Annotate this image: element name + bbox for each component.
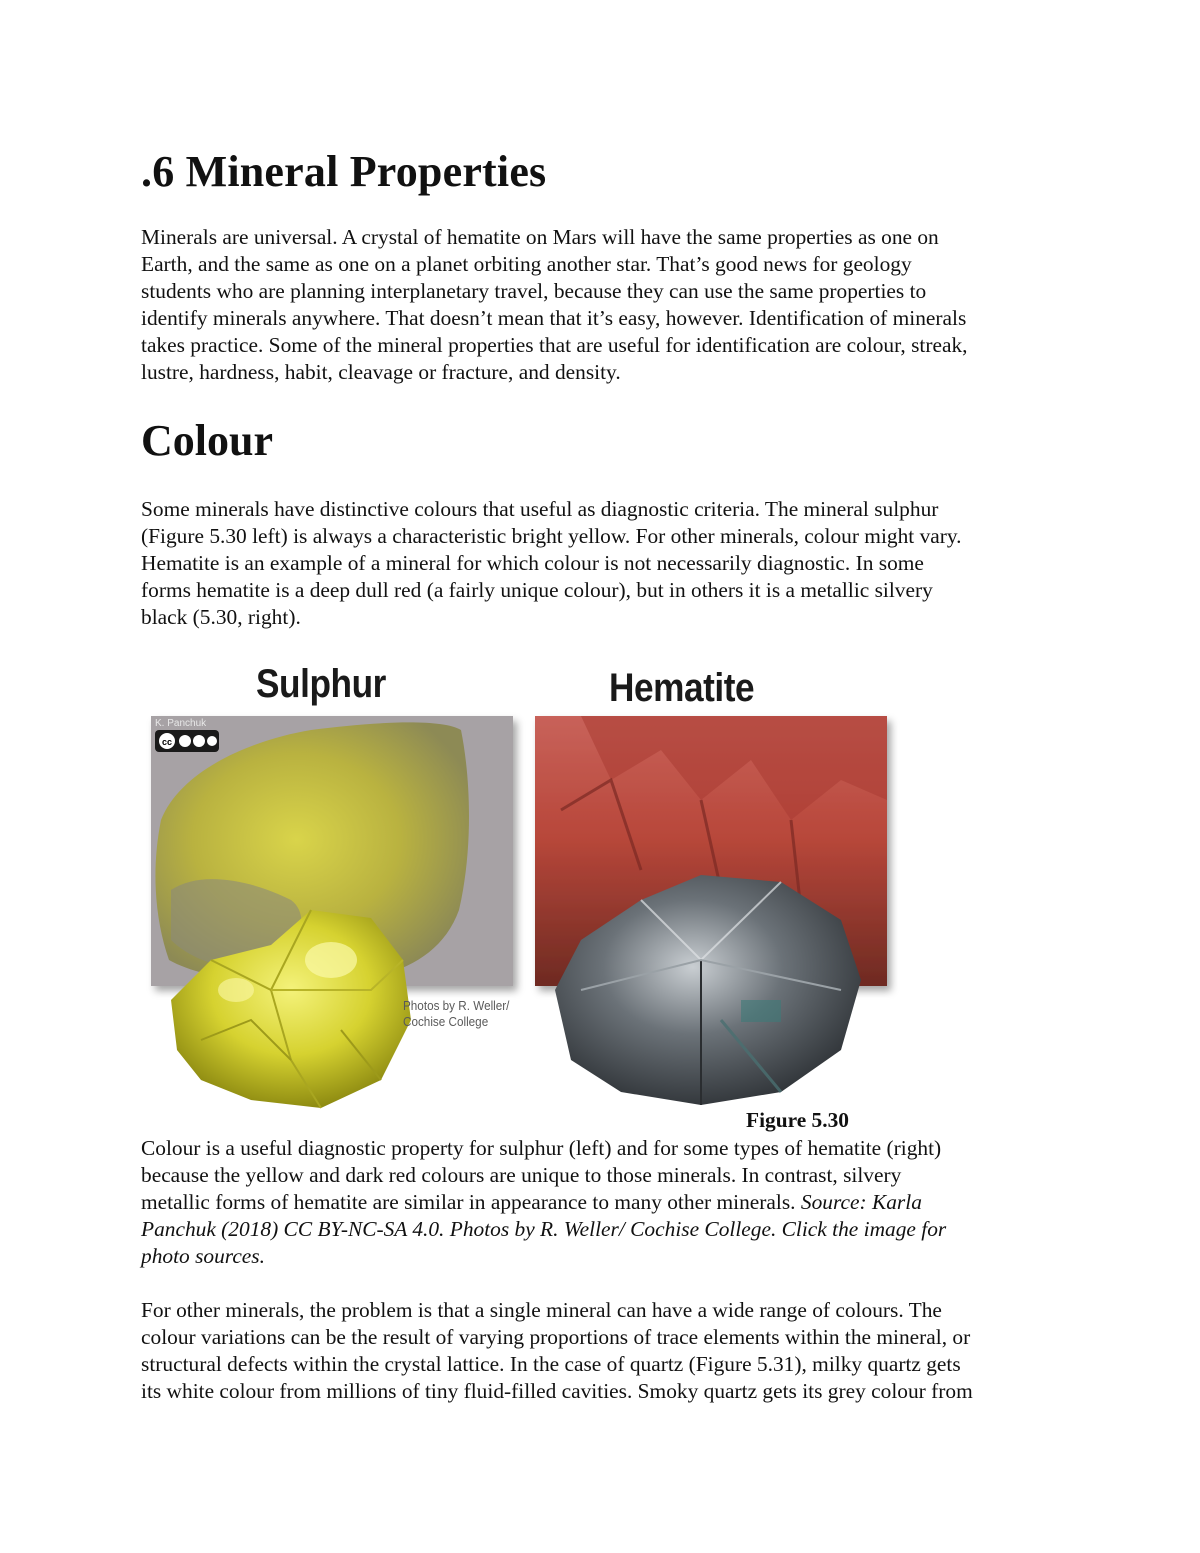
caption-source-line[interactable]: Panchuk (2018) CC BY-NC-SA 4.0. Photos by R. Weller/ Cochise College. Click the image for: [141, 1217, 947, 1241]
photo-credit-line: Photos by R. Weller/: [403, 998, 510, 1013]
text-line: black (5.30, right).: [141, 605, 301, 629]
text-line: Earth, and the same as one on a planet orbiting another star. That’s good news for geology: [141, 252, 912, 276]
text-line: Hematite is an example of a mineral for which colour is not necessarily diagnostic. In some: [141, 551, 924, 575]
photo-credit: [403, 998, 509, 1030]
caption-source-line: photo sources.: [141, 1244, 265, 1268]
figure-label-sulphur: Sulphur: [256, 662, 386, 706]
figure-label-hematite: Hematite: [609, 666, 755, 710]
other-minerals-paragraph: [141, 1297, 1061, 1405]
mineral-photos: [141, 660, 901, 1120]
page-title: .6 Mineral Properties: [141, 147, 547, 196]
text-line: (Figure 5.30 left) is always a characteristic bright yellow. For other minerals, colour might vary.: [141, 524, 962, 548]
photo-watermark: K. Panchuk: [155, 718, 207, 729]
text-line: forms hematite is a deep dull red (a fairly unique colour), but in others it is a metallic silvery: [141, 578, 933, 602]
caption-source: Source: Karla: [800, 1190, 922, 1214]
svg-text:cc: cc: [162, 737, 173, 747]
cc-license-badge: [155, 730, 219, 752]
caption-text: metallic forms of hematite are similar in appearance to many other minerals.: [141, 1190, 801, 1214]
text-line: students who are planning interplanetary travel, because they can use the same properties to: [141, 279, 927, 303]
text-line: structural defects within the crystal lattice. In the case of quartz (Figure 5.31), milky quartz gets: [141, 1352, 961, 1376]
section-heading-colour: Colour: [141, 416, 273, 465]
figure-caption: [141, 1135, 1061, 1270]
text-line: because the yellow and dark red colours are unique to those minerals. In contrast, silvery: [141, 1163, 902, 1187]
text-line: takes practice. Some of the mineral properties that are useful for identification are colour, streak,: [141, 333, 968, 357]
intro-paragraph: [141, 224, 1061, 386]
photo-credit-line: Cochise College: [403, 1014, 489, 1029]
text-line: colour variations can be the result of varying proportions of trace elements within the mineral, or: [141, 1325, 971, 1349]
text-line: Some minerals have distinctive colours that useful as diagnostic criteria. The mineral sulphur: [141, 497, 939, 521]
text-line: For other minerals, the problem is that a single mineral can have a wide range of colours. The: [141, 1298, 942, 1322]
figure-number: Figure 5.30: [746, 1108, 849, 1132]
text-line: identify minerals anywhere. That doesn’t mean that it’s easy, however. Identification of minerals: [141, 306, 967, 330]
text-line: its white colour from millions of tiny fluid-filled cavities. Smoky quartz gets its grey colour from: [141, 1379, 973, 1403]
figure-5-30-image[interactable]: [141, 660, 901, 1120]
text-line: Minerals are universal. A crystal of hematite on Mars will have the same properties as one on: [141, 225, 939, 249]
text-line: Colour is a useful diagnostic property for sulphur (left) and for some types of hematite (right): [141, 1136, 942, 1160]
colour-paragraph: [141, 496, 1061, 631]
text-line: lustre, hardness, habit, cleavage or fracture, and density.: [141, 360, 621, 384]
text-line: [141, 1189, 1061, 1216]
